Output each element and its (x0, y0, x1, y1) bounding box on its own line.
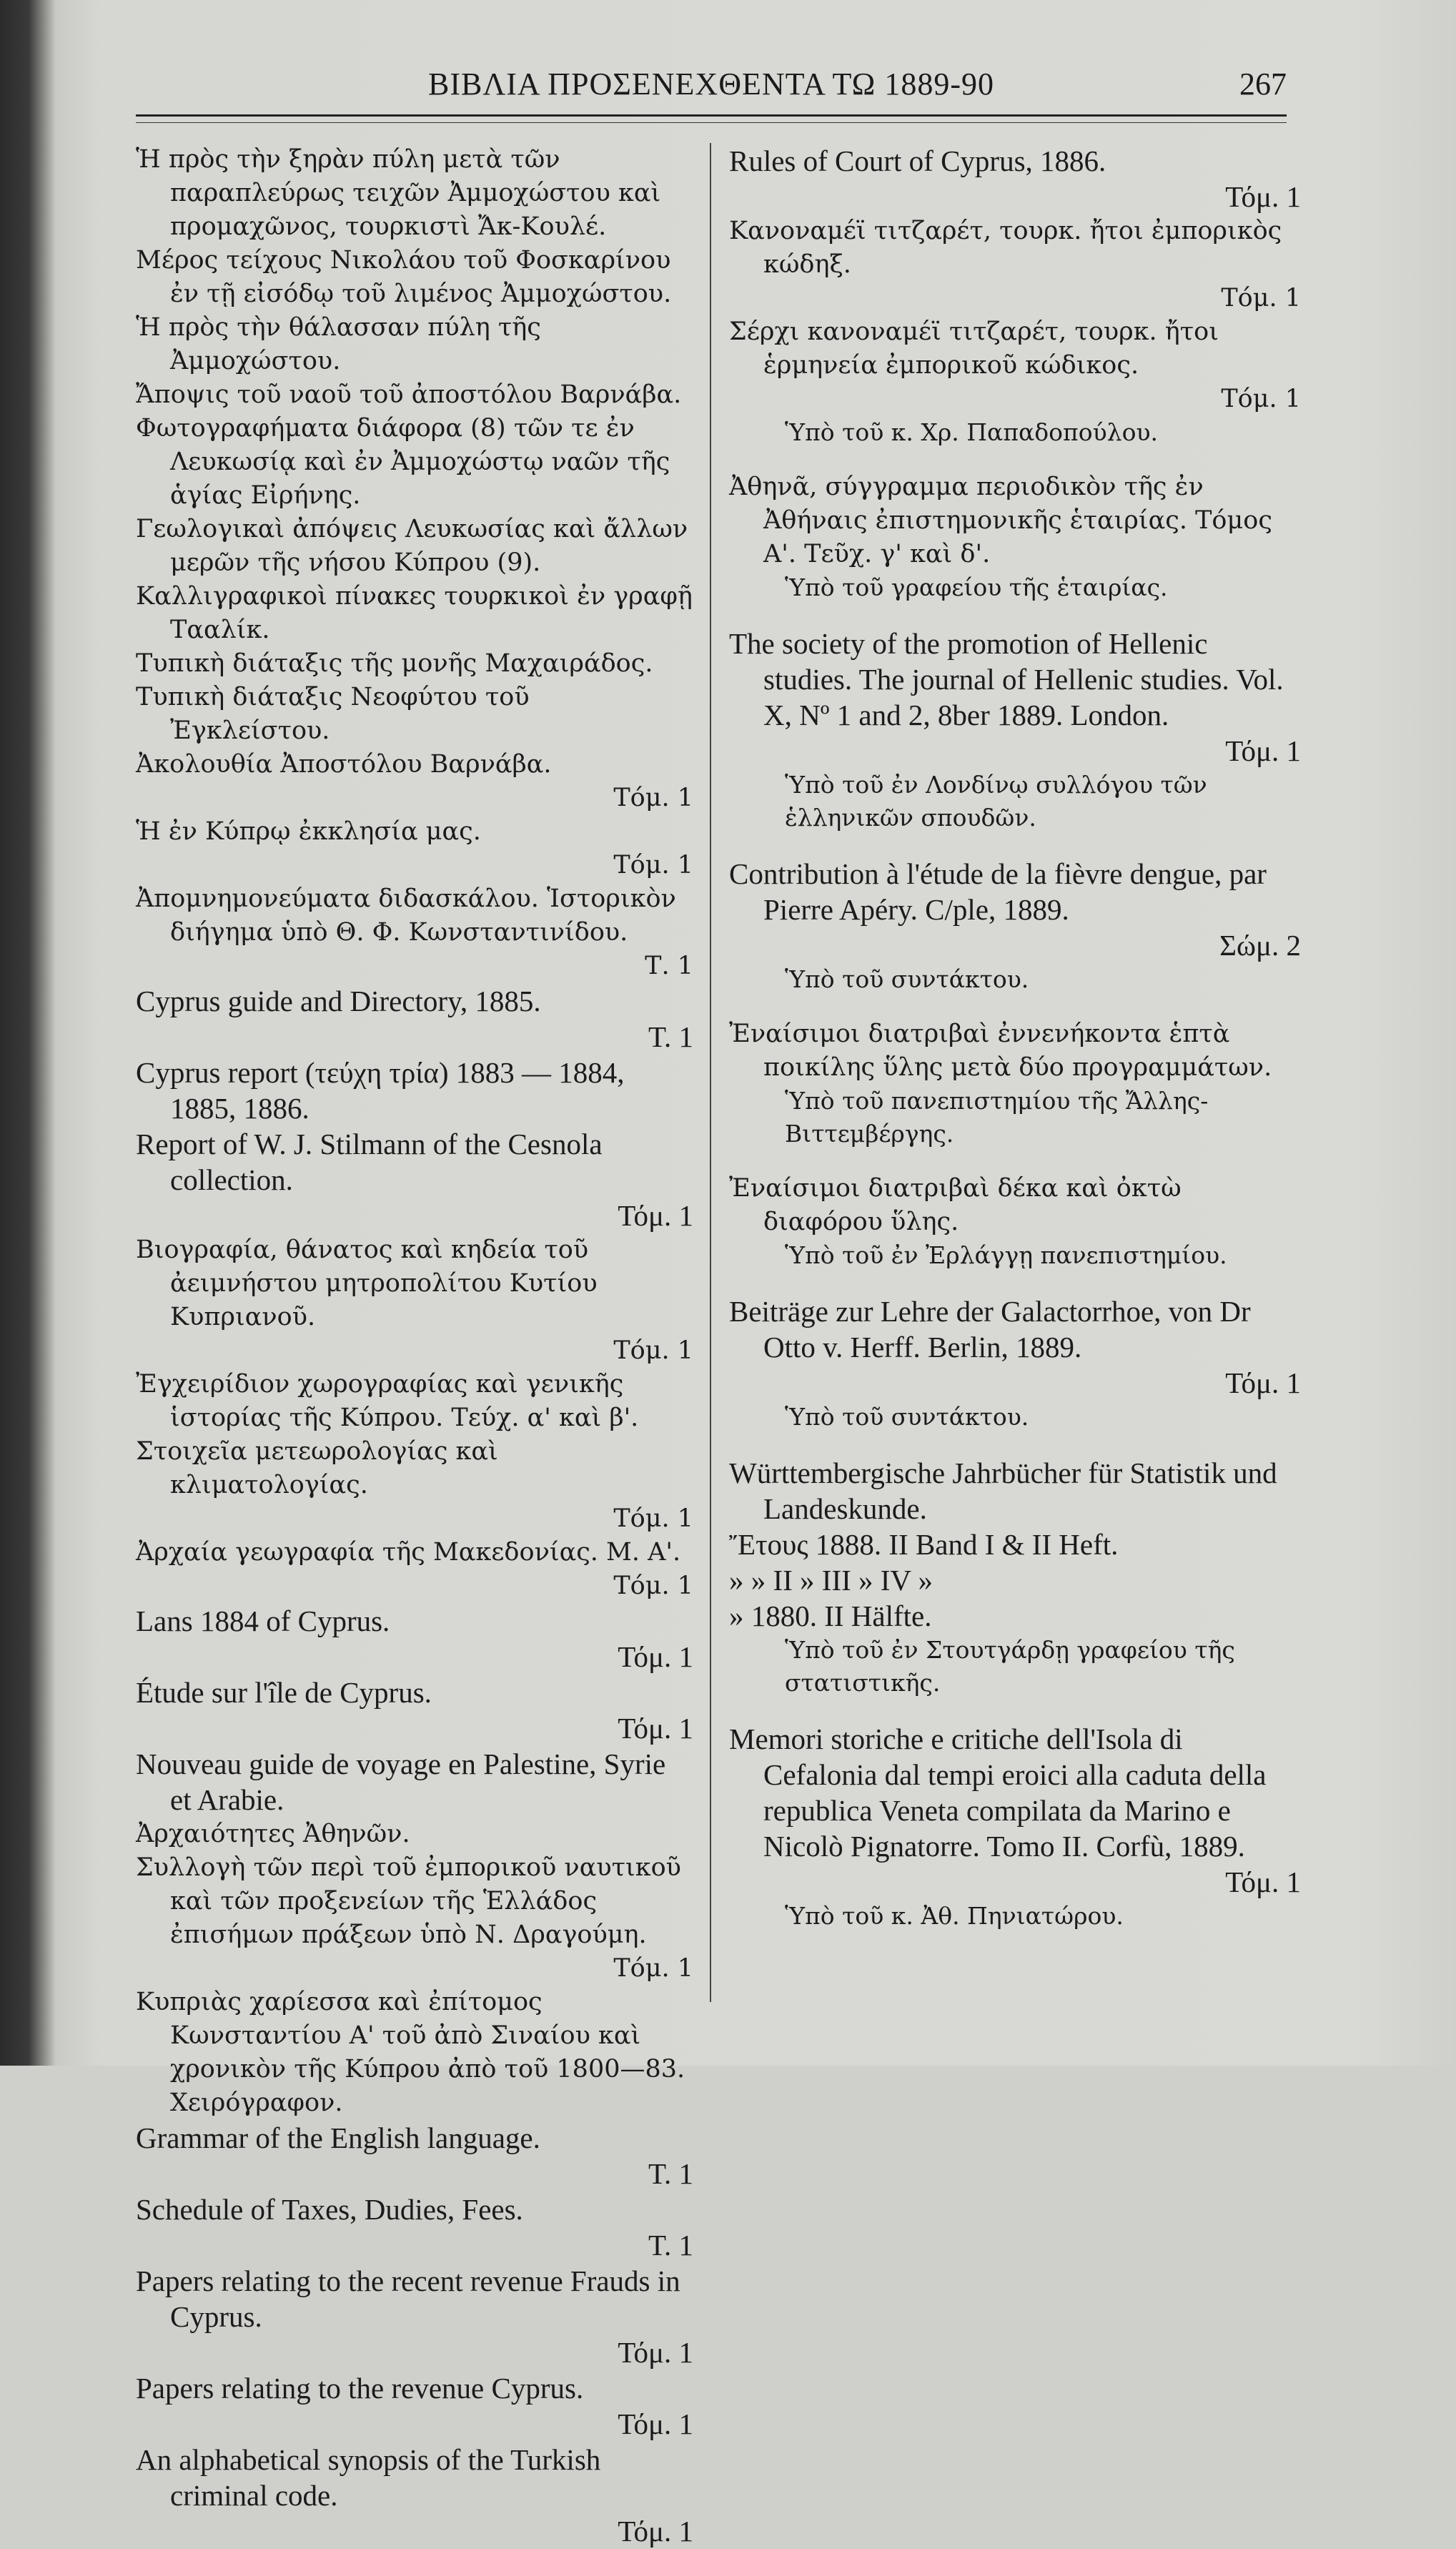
catalog-entry (729, 470, 1301, 571)
catalog-entry (136, 1603, 693, 1675)
donor-note (729, 1900, 1301, 1933)
entry-text: Κανοναμέϊ τιτζαρέτ, τουρκ. ἤτοι ἐμπορικὸς κώδηξ. (729, 217, 1282, 279)
entry-text: Étude sur l'île de Cyprus. (136, 1676, 432, 1709)
catalog-entry (136, 1368, 693, 1435)
volume-count: Τόμ. 1 (1225, 1366, 1301, 1399)
entry-text: Ἐναίσιμοι διατριβαὶ ἐννενήκοντα ἑπτὰ ποικίλης ὕλης μετὰ δύο προγραμμάτων. (729, 1020, 1272, 1082)
catalog-entry (729, 215, 1301, 315)
volume-count: Τόμ. 1 (613, 1504, 693, 1533)
entry-text: Γεωλογικαὶ ἀπόψεις Λευκωσίας καὶ ἄλλων μερῶν τῆς νήσου Κύπρου (9). (136, 515, 688, 577)
entry-text: Schedule of Taxes, Dudies, Fees. (136, 2193, 523, 2226)
entry-text: Μέρος τείχους Νικολάου τοῦ Φοσκαρίνου ἐν τῇ εἰσόδῳ τοῦ λιμένος Ἀμμοχώστου. (136, 246, 672, 308)
donor-note (729, 1239, 1301, 1272)
entry-text: Memori storiche e critiche dell'Isola di Cefalonia dal tempi eroici alla caduta della republica Veneta compilata da Marino e Nicolò Pignatorre. Tomo II. Corfù, 1889. (729, 1722, 1267, 1863)
volume-count: Τόμ. 1 (613, 784, 693, 812)
entry-text: Ὑπὸ τοῦ ἐν Ἐρλάγγῃ πανεπιστημίου. (785, 1241, 1227, 1269)
catalog-entry (136, 983, 693, 1055)
volume-count: Τόμ. 1 (613, 1954, 693, 1983)
catalog-entry (729, 1527, 1301, 1562)
catalog-entry (136, 378, 693, 412)
volume-count: Τόμ. 1 (613, 1572, 693, 1600)
catalog-entry (729, 1455, 1301, 1527)
entry-text: Cyprus guide and Directory, 1885. (136, 985, 541, 1017)
entry-text: Ὑπὸ τοῦ ἐν Λονδίνῳ συλλόγου τῶν ἑλληνικῶν σπουδῶν. (785, 771, 1207, 832)
entry-text: Ὑπὸ τοῦ συντάκτου. (785, 965, 1029, 993)
catalog-entry (136, 513, 693, 580)
entry-text: Ἡ πρὸς τὴν θάλασσαν πύλη τῆς Ἀμμοχώστου. (136, 313, 541, 375)
catalog-entry (136, 882, 693, 983)
catalog-entry (136, 2191, 693, 2263)
donor-note (729, 769, 1301, 834)
entry-text: Grammar of the English language. (136, 2121, 540, 2154)
catalog-entry (729, 1172, 1301, 1239)
catalog-entry (729, 143, 1301, 215)
catalog-entry (729, 315, 1301, 416)
volume-count: Τόμ. 1 (1221, 284, 1301, 312)
volume-count: T. 1 (648, 2229, 693, 2262)
volume-count: Τόμ. 1 (1225, 180, 1301, 213)
header-rule (136, 114, 1287, 123)
running-head: ΒΙΒΛΙΑ ΠΡΟΣΕΝΕΧΘΕΝΤΑ ΤΩ 1889-90 (428, 66, 994, 102)
catalog-entry (729, 1293, 1301, 1401)
entry-text: Ἔτους 1888. II Band I & II Heft. (729, 1528, 1119, 1561)
donor-note (729, 1634, 1301, 1700)
catalog-entry (136, 2263, 693, 2370)
donor-note (729, 1401, 1301, 1434)
donor-note (729, 1085, 1301, 1150)
catalog-entry (136, 1675, 693, 1746)
catalog-entry (136, 244, 693, 311)
catalog-entry (136, 2442, 693, 2549)
entry-text: Württembergische Jahrbücher für Statistik und Landeskunde. (729, 1456, 1277, 1525)
entry-text: Ὑπὸ τοῦ ἐν Στουτγάρδῃ γραφείου τῆς στατιστικῆς. (785, 1636, 1235, 1697)
entry-text: » 1880. II Hälfte. (729, 1599, 932, 1632)
entry-text: Papers relating to the revenue Cyprus. (136, 2372, 584, 2405)
catalog-entry (729, 626, 1301, 769)
catalog-entry (136, 1986, 693, 2120)
entry-text: An alphabetical synopsis of the Turkish criminal code. (136, 2443, 601, 2512)
page-number: 267 (1239, 66, 1287, 102)
catalog-entry (729, 1017, 1301, 1085)
entry-text: Στοιχεῖα μετεωρολογίας καὶ κλιματολογίας. (136, 1437, 498, 1499)
entry-text: Ὑπὸ τοῦ συντάκτου. (785, 1403, 1029, 1431)
catalog-entry (136, 1055, 693, 1126)
catalog-entry (136, 2120, 693, 2191)
page-header (136, 66, 1287, 116)
catalog-entry (136, 1746, 693, 1818)
entry-text: Τυπικὴ διάταξις τῆς μονῆς Μαχαιράδος. (136, 649, 653, 678)
donor-note (729, 963, 1301, 996)
entry-text: » » II » III » IV » (729, 1564, 933, 1597)
entry-text: Nouveau guide de voyage en Palestine, Syrie et Arabie. (136, 1747, 666, 1816)
entry-text: Report of W. J. Stilmann of the Cesnola collection. (136, 1128, 603, 1196)
volume-count: Τόμ. 1 (618, 1640, 693, 1673)
catalog-entry (136, 311, 693, 378)
volume-count: Τόμ. 1 (1225, 1865, 1301, 1898)
entry-text: Cyprus report (τεύχη τρία) 1883 — 1884, 1885, 1886. (136, 1056, 625, 1125)
entry-text: Ἀκολουθία Ἀποστόλου Βαρνάβα. (136, 750, 552, 779)
entry-text: Ἀπομνημονεύματα διδασκάλου. Ἱστορικὸν διήγημα ὑπὸ Θ. Φ. Κωνσταντινίδου. (136, 884, 676, 947)
entry-text: Ἀρχαιότητες Ἀθηνῶν. (136, 1820, 410, 1848)
entry-text: Ὑπὸ τοῦ κ. Ἀθ. Πηνιατώρου. (785, 1902, 1124, 1930)
catalog-entry (136, 1536, 693, 1603)
catalog-entry (136, 580, 693, 647)
volume-count: Τόμ. 1 (618, 1712, 693, 1745)
entry-text: Κυπριὰς χαρίεσσα καὶ ἐπίτομος Κωνσταντίου Α' τοῦ ἀπὸ Σιναίου καὶ χρονικὸν τῆς Κύπρου ἀπὸ τοῦ 1800—83. Χειρόγραφον. (136, 1988, 685, 2117)
right-column (729, 143, 1301, 1933)
catalog-entry (136, 1233, 693, 1368)
catalog-entry (136, 1818, 693, 1851)
catalog-entry (729, 1598, 1301, 1634)
entry-text: Ἀρχαία γεωγραφία τῆς Μακεδονίας. Μ. Α'. (136, 1538, 681, 1567)
entry-text: Ἡ ἐν Κύπρῳ ἐκκλησία μας. (136, 817, 481, 846)
catalog-entry (729, 856, 1301, 963)
entry-text: Φωτογραφήματα διάφορα (8) τῶν τε ἐν Λευκωσίᾳ καὶ ἐν Ἀμμοχώστῳ ναῶν τῆς ἁγίας Εἰρήνης. (136, 414, 670, 510)
entry-text: Rules of Court of Cyprus, 1886. (729, 144, 1106, 177)
catalog-entry (136, 815, 693, 882)
entry-text: Papers relating to the recent revenue Frauds in Cyprus. (136, 2264, 680, 2333)
volume-count: Σώμ. 2 (1219, 929, 1301, 962)
volume-count: Τόμ. 1 (618, 1199, 693, 1232)
catalog-entry (729, 1721, 1301, 1900)
entry-text: Ἀθηνᾶ, σύγγραμμα περιοδικὸν τῆς ἐν Ἀθήναις ἐπιστημονικῆς ἑταιρίας. Τόμος Α'. Τεῦχ. γ' καὶ δ'. (729, 473, 1272, 568)
volume-count: Τόμ. 1 (618, 2407, 693, 2440)
entry-text: Σέρχι κανοναμέϊ τιτζαρέτ, τουρκ. ἤτοι ἑρμηνεία ἐμπορικοῦ κώδικος. (729, 317, 1219, 380)
volume-count: Τόμ. 1 (613, 1336, 693, 1365)
volume-count: T. 1 (648, 1020, 693, 1053)
catalog-entry (136, 681, 693, 748)
volume-count: Τόμ. 1 (618, 2336, 693, 2369)
volume-count: Τόμ. 1 (618, 2515, 693, 2548)
entry-text: Beiträge zur Lehre der Galactorrhoe, von Dr Otto v. Herff. Berlin, 1889. (729, 1295, 1251, 1364)
catalog-entry (136, 412, 693, 513)
catalog-entry (729, 1562, 1301, 1598)
column-divider (710, 143, 711, 2002)
entry-text: Βιογραφία, θάνατος καὶ κηδεία τοῦ ἀειμνήστου μητροπολίτου Κυτίου Κυπριανοῦ. (136, 1236, 598, 1331)
left-column (136, 143, 693, 2549)
donor-note (729, 571, 1301, 604)
catalog-entry (136, 1435, 693, 1536)
volume-count: Τόμ. 1 (1225, 734, 1301, 767)
entry-text: Τυπικὴ διάταξις Νεοφύτου τοῦ Ἐγκλείστου. (136, 683, 530, 745)
entry-text: Ἐναίσιμοι διατριβαὶ δέκα καὶ ὀκτὼ διαφόρου ὕλης. (729, 1174, 1182, 1236)
entry-text: Ἐγχειρίδιον χωρογραφίας καὶ γενικῆς ἱστορίας τῆς Κύπρου. Τεύχ. α' καὶ β'. (136, 1370, 639, 1432)
entry-text: Καλλιγραφικοὶ πίνακες τουρκικοὶ ἐν γραφῇ Τααλίκ. (136, 582, 693, 644)
catalog-entry (136, 2370, 693, 2442)
entry-text: Ἄποψις τοῦ ναοῦ τοῦ ἀποστόλου Βαρνάβα. (136, 380, 682, 409)
entry-text: Ὑπὸ τοῦ κ. Χρ. Παπαδοπούλου. (785, 418, 1158, 446)
volume-count: Τ. 1 (645, 952, 693, 980)
catalog-entry (136, 748, 693, 815)
volume-count: Τόμ. 1 (613, 851, 693, 879)
catalog-entry (136, 1126, 693, 1233)
entry-text: Ἡ πρὸς τὴν ξηρὰν πύλη μετὰ τῶν παραπλεύρως τειχῶν Ἀμμοχώστου καὶ προμαχῶνος, τουρκιστὶ Ἄκ-Κουλέ. (136, 145, 661, 241)
volume-count: Τόμ. 1 (1221, 385, 1301, 413)
entry-text: Συλλογὴ τῶν περὶ τοῦ ἐμπορικοῦ ναυτικοῦ καὶ τῶν προξενείων τῆς Ἑλλάδος ἐπισήμων πράξεων ὑπὸ Ν. Δραγούμη. (136, 1853, 681, 1949)
catalog-entry (136, 647, 693, 681)
volume-count: T. 1 (648, 2157, 693, 2190)
entry-text: The society of the promotion of Hellenic studies. The journal of Hellenic studies. Vol. X, Nº 1 and 2, 8ber 1889. London. (729, 627, 1284, 731)
donor-note (729, 416, 1301, 449)
catalog-entry (136, 143, 693, 244)
entry-text: Ὑπὸ τοῦ πανεπιστημίου τῆς Ἄλλης-Βιττεμβέργης. (785, 1087, 1209, 1148)
entry-text: Contribution à l'étude de la fièvre dengue, par Pierre Apéry. C/ple, 1889. (729, 857, 1267, 926)
entry-text: Ὑπὸ τοῦ γραφείου τῆς ἑταιρίας. (785, 573, 1168, 601)
entry-text: Lans 1884 of Cyprus. (136, 1604, 390, 1637)
catalog-entry (136, 1851, 693, 1986)
